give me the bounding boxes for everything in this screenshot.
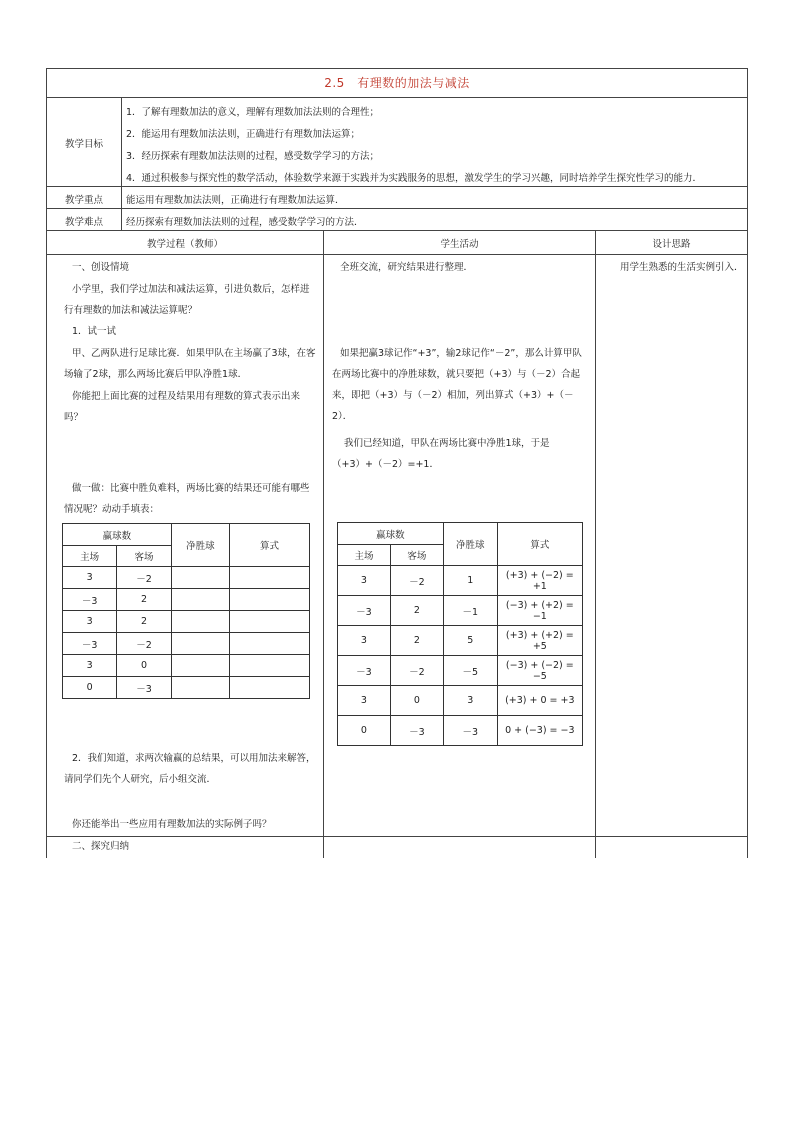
teacher-section1: 一、创设情境 bbox=[72, 262, 130, 273]
cell-home: 3 bbox=[63, 567, 117, 589]
cell-away: 0 bbox=[117, 655, 171, 677]
cell-net-blank[interactable] bbox=[171, 633, 229, 655]
teacher-match: 甲、乙两队进行足球比赛．如果甲队在主场赢了3球，在客场输了2球，那么两场比赛后甲队净胜1球． bbox=[64, 348, 316, 380]
difficulty-bottom-line bbox=[46, 230, 748, 231]
table-row bbox=[63, 677, 310, 699]
cell-home: －3 bbox=[63, 589, 117, 611]
teacher-student-divider bbox=[323, 230, 324, 858]
th-formula: 算式 bbox=[229, 524, 309, 567]
table-row bbox=[63, 589, 310, 611]
student-answer-table bbox=[337, 522, 583, 746]
cell-net: －3 bbox=[443, 716, 497, 746]
cell-net-blank[interactable] bbox=[171, 589, 229, 611]
cell-home: －3 bbox=[338, 656, 391, 686]
table-row bbox=[63, 633, 310, 655]
table-row bbox=[338, 716, 583, 746]
cell-net: 3 bbox=[443, 686, 497, 716]
cell-net: 1 bbox=[443, 566, 497, 596]
frame-left bbox=[46, 68, 47, 858]
cell-net-blank[interactable] bbox=[171, 677, 229, 699]
cell-net: 5 bbox=[443, 626, 497, 656]
cell-formula-blank[interactable] bbox=[229, 611, 309, 633]
cell-net-blank[interactable] bbox=[171, 611, 229, 633]
table-row bbox=[63, 567, 310, 589]
cell-away: 2 bbox=[117, 589, 171, 611]
section2-top-line bbox=[46, 836, 748, 837]
focus-label: 教学重点 bbox=[64, 195, 103, 206]
page-title: 2.5 有理数的加法与减法 bbox=[324, 76, 470, 90]
focus-bottom-line bbox=[46, 208, 748, 209]
cell-formula-blank[interactable] bbox=[229, 633, 309, 655]
cell-away: 2 bbox=[390, 596, 443, 626]
cell-formula-blank[interactable] bbox=[229, 567, 309, 589]
table-row bbox=[338, 596, 583, 626]
table-row bbox=[63, 611, 310, 633]
th-goals-won: 赢球数 bbox=[63, 524, 172, 546]
label-divider bbox=[121, 97, 122, 230]
difficulty-text: 经历探索有理数加法法则的过程，感受数学学习的方法． bbox=[126, 217, 364, 228]
th-away: 客场 bbox=[390, 545, 443, 566]
frame-top bbox=[46, 68, 748, 69]
cell-formula: (+3) + 0 = +3 bbox=[497, 686, 582, 716]
cell-away: －3 bbox=[390, 716, 443, 746]
cell-home: 3 bbox=[63, 611, 117, 633]
teacher-tryit: 做一做：比赛中胜负难料，两场比赛的结果还可能有哪些情况呢？动动手填表： bbox=[64, 483, 310, 515]
goals-label: 教学目标 bbox=[64, 139, 103, 150]
cell-away: 2 bbox=[117, 611, 171, 633]
cell-formula-blank[interactable] bbox=[229, 677, 309, 699]
table-row bbox=[338, 656, 583, 686]
teacher-column-header: 教学过程（教师） bbox=[146, 239, 223, 250]
cell-home: 3 bbox=[338, 626, 391, 656]
teacher-fill-table bbox=[62, 523, 310, 699]
cell-formula: (−3) + (+2) = −1 bbox=[497, 596, 582, 626]
student-p1: 全班交流，研究结果进行整理． bbox=[340, 262, 474, 273]
cell-net-blank[interactable] bbox=[171, 655, 229, 677]
cell-formula: (+3) + (+2) = +5 bbox=[497, 626, 582, 656]
teacher-intro: 小学里，我们学过加法和减法运算，引进负数后，怎样进行有理数的加法和减法运算呢？ bbox=[64, 284, 310, 316]
design-p1: 用学生熟悉的生活实例引入． bbox=[620, 262, 744, 273]
cell-formula: (+3) + (−2) = +1 bbox=[497, 566, 582, 596]
teacher-question: 你能把上面比赛的过程及结果用有理数的算式表示出来吗？ bbox=[64, 391, 301, 423]
design-column-header: 设计思路 bbox=[652, 239, 691, 250]
th-net: 净胜球 bbox=[443, 523, 497, 566]
difficulty-label: 教学难点 bbox=[64, 217, 103, 228]
table-row bbox=[338, 626, 583, 656]
cell-home: －3 bbox=[338, 596, 391, 626]
cell-home: 0 bbox=[63, 677, 117, 699]
cell-net-blank[interactable] bbox=[171, 567, 229, 589]
focus-text: 能运用有理数加法法则，正确进行有理数加法运算． bbox=[126, 195, 345, 206]
cell-net: －5 bbox=[443, 656, 497, 686]
teacher-section2: 二、探究归纳 bbox=[72, 841, 130, 852]
cell-home: －3 bbox=[63, 633, 117, 655]
goals-bottom-line bbox=[46, 186, 748, 187]
th-home: 主场 bbox=[338, 545, 391, 566]
goal-item-1: 1．了解有理数加法的意义，理解有理数加法法则的合理性； bbox=[126, 107, 380, 118]
cell-home: 3 bbox=[338, 566, 391, 596]
table-row bbox=[338, 566, 583, 596]
student-design-divider bbox=[595, 230, 596, 858]
cell-formula-blank[interactable] bbox=[229, 589, 309, 611]
cell-formula: 0 + (−3) = −3 bbox=[497, 716, 582, 746]
table-row bbox=[338, 686, 583, 716]
cell-away: －2 bbox=[117, 567, 171, 589]
cell-away: －2 bbox=[390, 656, 443, 686]
student-p3: 我们已经知道，甲队在两场比赛中净胜1球，于是（+3）+（－2）=+1． bbox=[332, 438, 550, 470]
cell-away: －2 bbox=[390, 566, 443, 596]
goal-item-4: 4．通过积极参与探究性的数学活动，体验数学来源于实践并为实践服务的思想，激发学生的学习兴趣，同时培养学生探究性学习的能力． bbox=[126, 173, 703, 184]
cell-home: 3 bbox=[63, 655, 117, 677]
cell-away: 2 bbox=[390, 626, 443, 656]
th-away: 客场 bbox=[117, 546, 171, 567]
goal-item-3: 3．经历探索有理数加法法则的过程，感受数学学习的方法； bbox=[126, 151, 380, 162]
student-column-header: 学生活动 bbox=[440, 239, 479, 250]
teacher-examples: 你还能举出一些应用有理数加法的实际例子吗？ bbox=[72, 819, 272, 830]
table-row bbox=[63, 655, 310, 677]
th-net: 净胜球 bbox=[171, 524, 229, 567]
th-home: 主场 bbox=[63, 546, 117, 567]
th-formula: 算式 bbox=[497, 523, 582, 566]
goal-item-2: 2．能运用有理数加法法则，正确进行有理数加法运算； bbox=[126, 129, 361, 140]
teacher-sub1: 1．试一试 bbox=[72, 326, 117, 337]
cell-away: －3 bbox=[117, 677, 171, 699]
colhead-bottom-line bbox=[46, 254, 748, 255]
cell-away: 0 bbox=[390, 686, 443, 716]
cell-home: 3 bbox=[338, 686, 391, 716]
th-goals-won: 赢球数 bbox=[338, 523, 444, 545]
student-p2: 如果把赢3球记作“+3”，输2球记作“－2”，那么计算甲队在两场比赛中的净胜球数，就只要把（+3）与（－2）合起来，即把（+3）与（－2）相加，列出算式（+3）+（－2）． bbox=[332, 348, 582, 422]
frame-right bbox=[747, 68, 748, 858]
cell-formula-blank[interactable] bbox=[229, 655, 309, 677]
cell-away: －2 bbox=[117, 633, 171, 655]
cell-net: －1 bbox=[443, 596, 497, 626]
title-bottom-line bbox=[46, 97, 748, 98]
cell-formula: (−3) + (−2) = −5 bbox=[497, 656, 582, 686]
teacher-sub2: 2．我们知道，求两次输赢的总结果，可以用加法来解答，请同学们先个人研究，后小组交流． bbox=[64, 753, 316, 785]
cell-home: 0 bbox=[338, 716, 391, 746]
